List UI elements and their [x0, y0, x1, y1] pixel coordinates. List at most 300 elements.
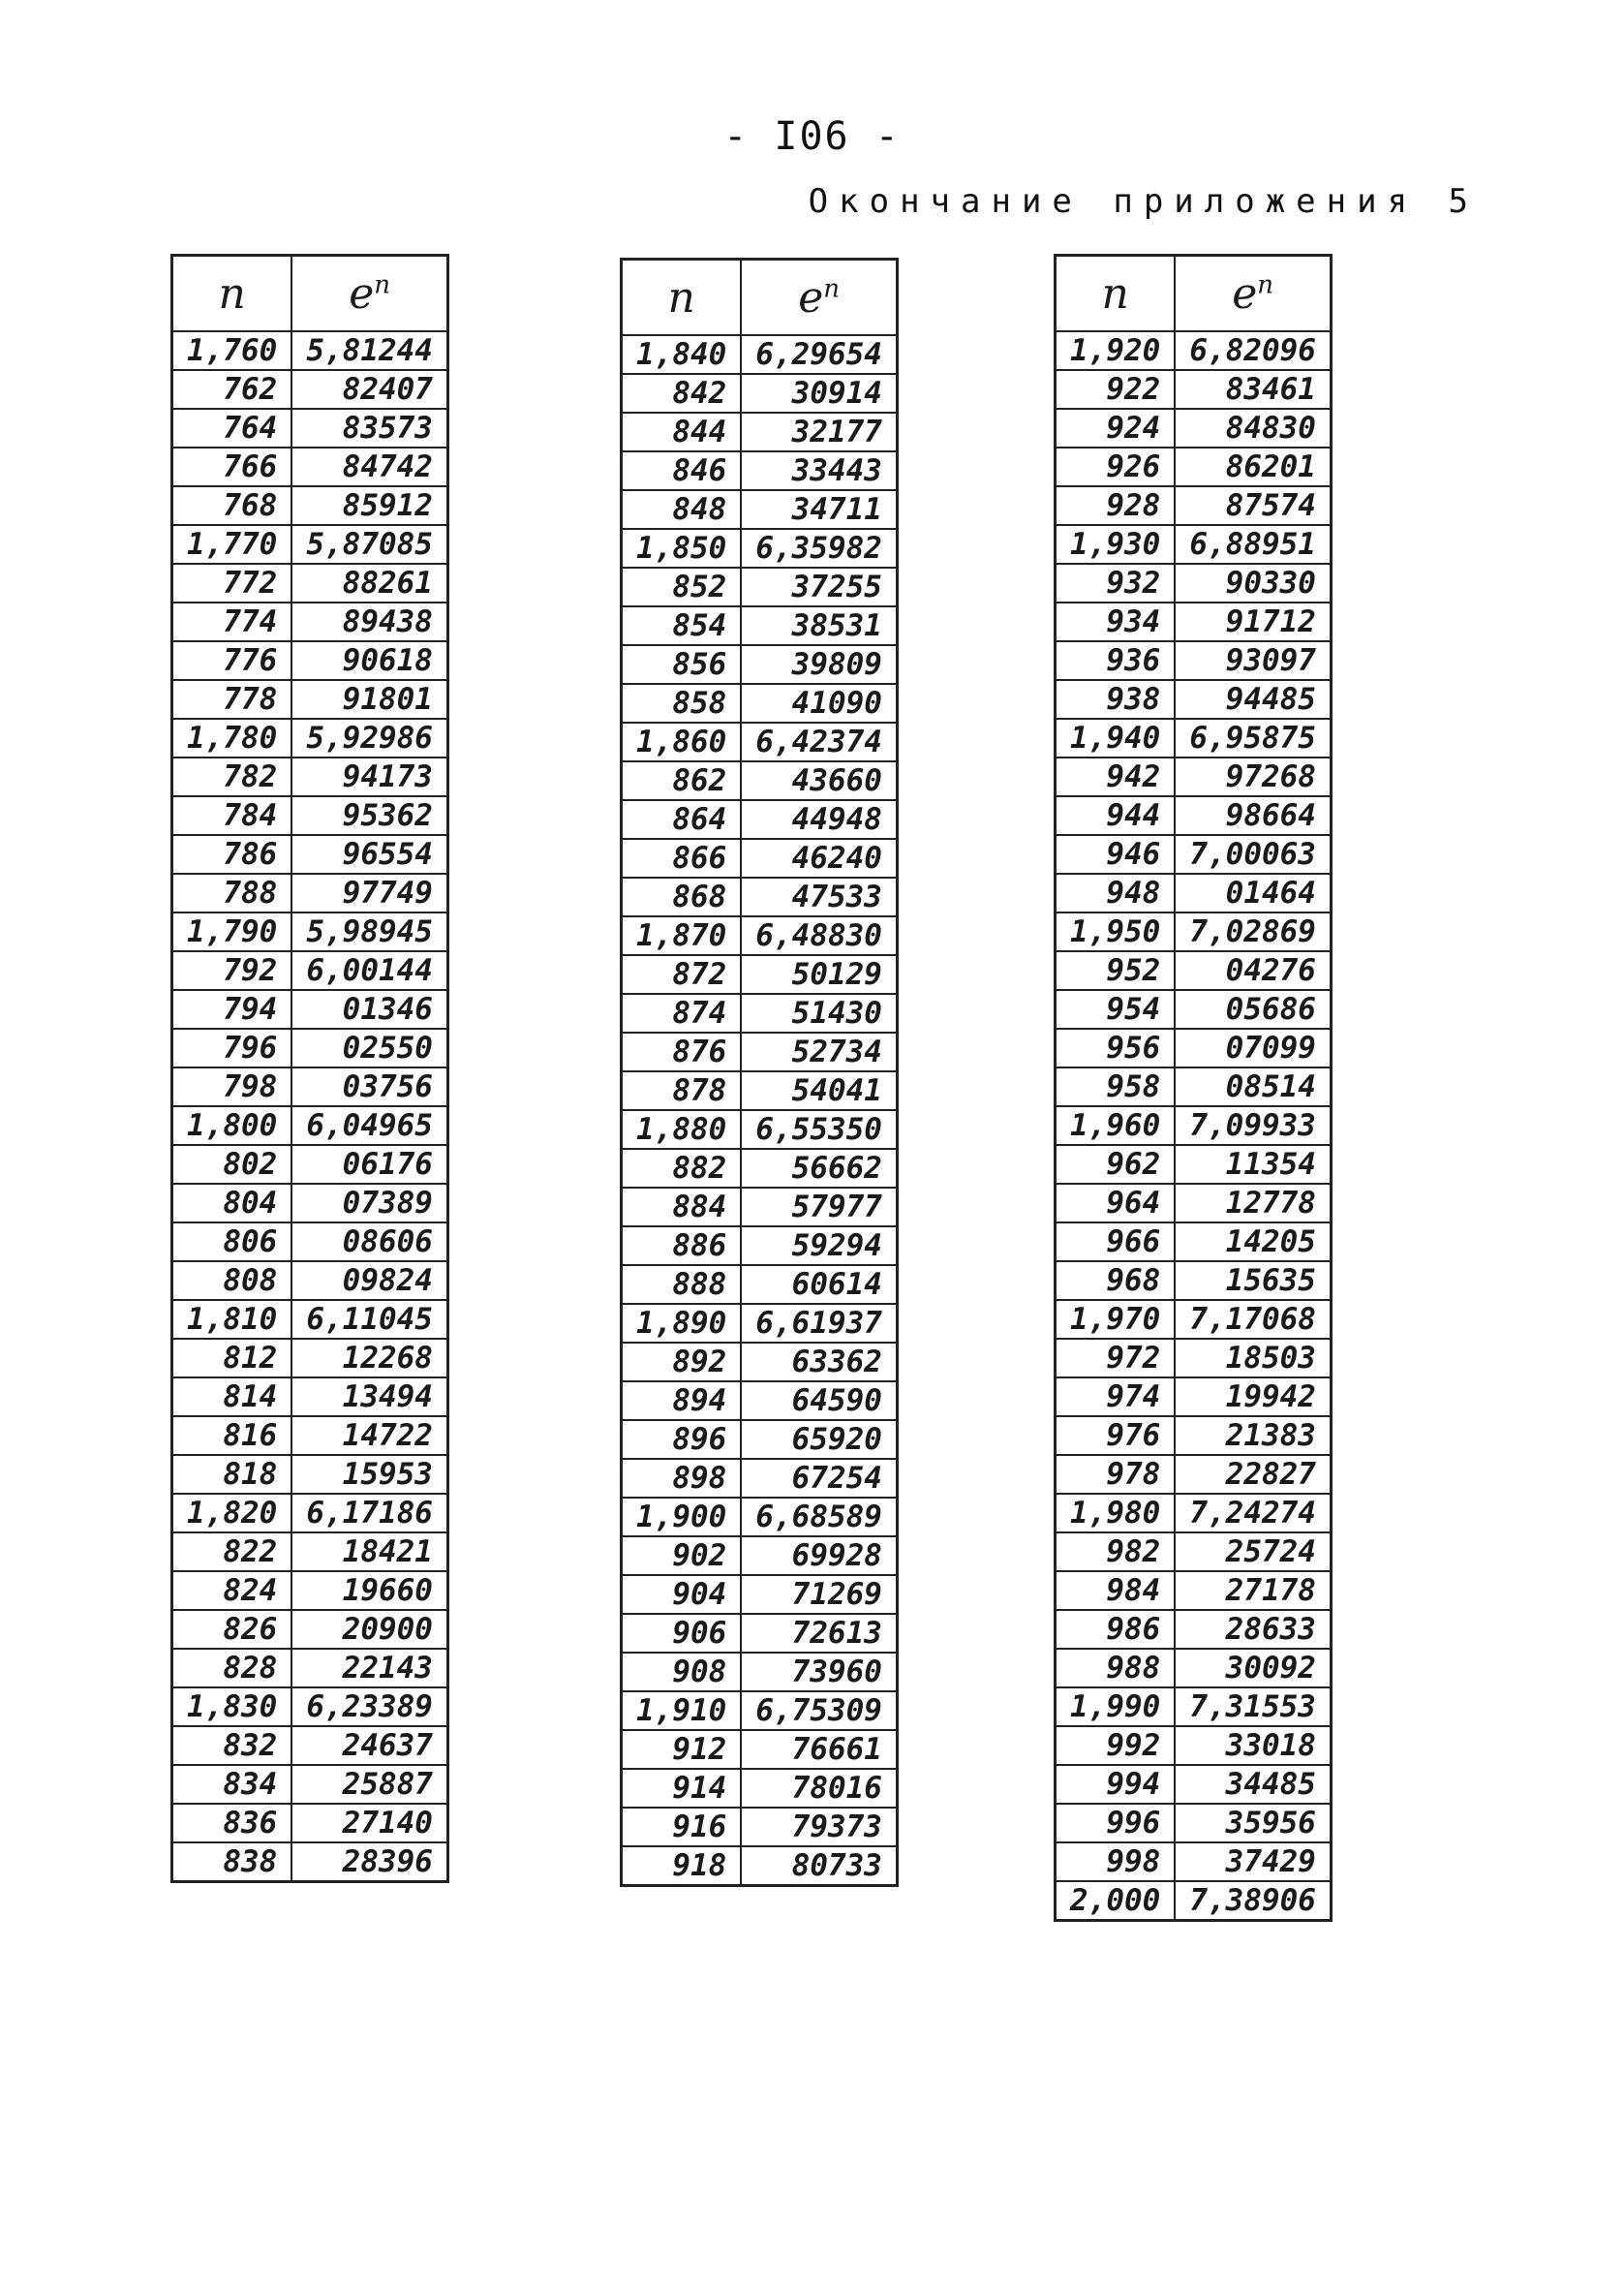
exp-value: 86201 — [1175, 448, 1331, 486]
exp-value: 80733 — [741, 1846, 897, 1886]
n-value: 1,900 — [622, 1498, 742, 1536]
n-value: 1,890 — [622, 1304, 742, 1343]
n-value: 944 — [1056, 796, 1176, 835]
table-row — [1056, 1184, 1332, 1222]
exp-value: 6,42374 — [741, 723, 897, 761]
n-value: 872 — [622, 955, 742, 994]
exp-value: 39809 — [741, 645, 897, 684]
exp-value: 34711 — [741, 490, 897, 529]
table-row — [1056, 409, 1332, 448]
exp-table-2 — [620, 258, 899, 1887]
table-row — [172, 1261, 448, 1300]
n-value: 1,850 — [622, 529, 742, 568]
table-row — [172, 1726, 448, 1765]
table-row — [172, 1765, 448, 1804]
table-row — [1056, 835, 1332, 874]
n-value: 822 — [172, 1532, 292, 1571]
n-value: 952 — [1056, 951, 1176, 990]
n-value: 806 — [172, 1222, 292, 1261]
table-row — [622, 529, 898, 568]
table-row — [1056, 1726, 1332, 1765]
n-value: 954 — [1056, 990, 1176, 1029]
table-row — [1056, 641, 1332, 680]
n-value: 1,830 — [172, 1687, 292, 1726]
exp-value: 01464 — [1175, 874, 1331, 913]
n-value: 774 — [172, 603, 292, 641]
table-row — [622, 645, 898, 684]
n-value: 2,000 — [1056, 1881, 1176, 1921]
n-value: 1,920 — [1056, 331, 1176, 370]
exp-value: 44948 — [741, 800, 897, 839]
n-value: 998 — [1056, 1842, 1176, 1881]
table-row — [622, 1459, 898, 1498]
table-row — [622, 490, 898, 529]
table-row — [172, 1222, 448, 1261]
exp-value: 34485 — [1175, 1765, 1331, 1804]
exp-value: 6,00144 — [291, 951, 447, 990]
exp-value: 78016 — [741, 1769, 897, 1808]
exp-value: 7,31553 — [1175, 1687, 1331, 1726]
exp-value: 04276 — [1175, 951, 1331, 990]
exp-value: 19942 — [1175, 1377, 1331, 1416]
table-row — [172, 835, 448, 874]
n-value: 986 — [1056, 1610, 1176, 1649]
table-row — [622, 1188, 898, 1226]
table-row — [1056, 796, 1332, 835]
table-header-row — [172, 256, 448, 332]
n-value: 1,970 — [1056, 1300, 1176, 1339]
n-value: 892 — [622, 1343, 742, 1381]
table-row — [622, 1304, 898, 1343]
n-value: 932 — [1056, 564, 1176, 603]
n-value: 846 — [622, 451, 742, 490]
exp-header: $e^n$ — [291, 256, 447, 332]
table-row — [172, 1649, 448, 1687]
table-row — [622, 1808, 898, 1846]
n-value: 878 — [622, 1071, 742, 1110]
exp-value: 5,87085 — [291, 525, 447, 564]
n-value: 1,760 — [172, 331, 292, 370]
n-value: 1,840 — [622, 335, 742, 374]
table-row — [172, 1532, 448, 1571]
table-row — [172, 1571, 448, 1610]
table-row — [172, 1687, 448, 1726]
n-value: 982 — [1056, 1532, 1176, 1571]
table-row — [622, 1730, 898, 1769]
n-value: 976 — [1056, 1416, 1176, 1455]
exp-value: 6,17186 — [291, 1494, 447, 1532]
table-row — [622, 1769, 898, 1808]
exp-table-1 — [170, 254, 449, 1883]
exp-value: 24637 — [291, 1726, 447, 1765]
n-value: 834 — [172, 1765, 292, 1804]
table-row — [172, 1416, 448, 1455]
n-value: 966 — [1056, 1222, 1176, 1261]
exp-value: 91712 — [1175, 603, 1331, 641]
n-value: 912 — [622, 1730, 742, 1769]
exp-value: 82407 — [291, 370, 447, 409]
exp-value: 07389 — [291, 1184, 447, 1222]
n-value: 776 — [172, 641, 292, 680]
n-value: 764 — [172, 409, 292, 448]
table-row — [172, 874, 448, 913]
exp-value: 38531 — [741, 606, 897, 645]
table-row — [1056, 564, 1332, 603]
n-value: 922 — [1056, 370, 1176, 409]
exp-value: 21383 — [1175, 1416, 1331, 1455]
table-row — [172, 370, 448, 409]
table-row — [1056, 1222, 1332, 1261]
n-value: 996 — [1056, 1804, 1176, 1842]
n-value: 968 — [1056, 1261, 1176, 1300]
table-row — [622, 1536, 898, 1575]
exp-value: 19660 — [291, 1571, 447, 1610]
exp-value: 33018 — [1175, 1726, 1331, 1765]
n-value: 1,930 — [1056, 525, 1176, 564]
exp-value: 93097 — [1175, 641, 1331, 680]
exp-value: 09824 — [291, 1261, 447, 1300]
exp-value: 59294 — [741, 1226, 897, 1265]
n-value: 788 — [172, 874, 292, 913]
table-header-row — [1056, 256, 1332, 332]
n-value: 844 — [622, 413, 742, 451]
table-row — [1056, 1842, 1332, 1881]
exp-value: 90618 — [291, 641, 447, 680]
n-value: 818 — [172, 1455, 292, 1494]
table-row — [172, 1842, 448, 1882]
table-row — [172, 1029, 448, 1067]
n-value: 782 — [172, 758, 292, 796]
n-value: 886 — [622, 1226, 742, 1265]
table-row — [1056, 1261, 1332, 1300]
exp-value: 32177 — [741, 413, 897, 451]
n-value: 798 — [172, 1067, 292, 1106]
n-value: 858 — [622, 684, 742, 723]
exp-value: 27178 — [1175, 1571, 1331, 1610]
n-value: 1,880 — [622, 1110, 742, 1149]
table-row — [1056, 951, 1332, 990]
exp-value: 15635 — [1175, 1261, 1331, 1300]
n-value: 948 — [1056, 874, 1176, 913]
exp-value: 5,81244 — [291, 331, 447, 370]
exp-value: 97268 — [1175, 758, 1331, 796]
exp-value: 28633 — [1175, 1610, 1331, 1649]
n-header: n — [172, 256, 292, 332]
exp-value: 6,55350 — [741, 1110, 897, 1149]
table-row — [622, 761, 898, 800]
table-header-row — [622, 260, 898, 336]
table-row — [1056, 680, 1332, 719]
n-value: 852 — [622, 568, 742, 606]
n-value: 974 — [1056, 1377, 1176, 1416]
exp-value: 46240 — [741, 839, 897, 878]
n-value: 1,870 — [622, 916, 742, 955]
exp-value: 25887 — [291, 1765, 447, 1804]
table-row — [1056, 1765, 1332, 1804]
n-value: 946 — [1056, 835, 1176, 874]
table-row — [622, 800, 898, 839]
table-row — [1056, 1532, 1332, 1571]
n-value: 832 — [172, 1726, 292, 1765]
table-row — [1056, 1067, 1332, 1106]
exp-table-3 — [1054, 254, 1333, 1922]
exp-value: 84830 — [1175, 409, 1331, 448]
n-value: 816 — [172, 1416, 292, 1455]
exp-value: 11354 — [1175, 1145, 1331, 1184]
exp-value: 30092 — [1175, 1649, 1331, 1687]
table-row — [622, 1653, 898, 1691]
n-value: 928 — [1056, 486, 1176, 525]
table-row — [172, 758, 448, 796]
table-row — [172, 1067, 448, 1106]
table-row — [622, 878, 898, 916]
table-row — [172, 331, 448, 370]
table-row — [172, 680, 448, 719]
exp-value: 95362 — [291, 796, 447, 835]
table-row — [172, 1145, 448, 1184]
appendix-title: Окончание приложения 5 — [808, 182, 1479, 221]
table-row — [622, 684, 898, 723]
n-value: 934 — [1056, 603, 1176, 641]
table-row — [172, 1184, 448, 1222]
exp-value: 6,29654 — [741, 335, 897, 374]
n-value: 802 — [172, 1145, 292, 1184]
exp-header: $e^n$ — [1175, 256, 1331, 332]
n-value: 1,990 — [1056, 1687, 1176, 1726]
n-value: 902 — [622, 1536, 742, 1575]
table-row — [1056, 1571, 1332, 1610]
exp-value: 87574 — [1175, 486, 1331, 525]
exp-value: 6,68589 — [741, 1498, 897, 1536]
n-value: 1,820 — [172, 1494, 292, 1532]
n-value: 1,790 — [172, 913, 292, 951]
n-value: 778 — [172, 680, 292, 719]
n-value: 978 — [1056, 1455, 1176, 1494]
table-row — [622, 413, 898, 451]
exp-value: 5,92986 — [291, 719, 447, 758]
exp-value: 37255 — [741, 568, 897, 606]
exp-value: 22143 — [291, 1649, 447, 1687]
exp-value: 6,88951 — [1175, 525, 1331, 564]
table-row — [172, 1804, 448, 1842]
table-row — [622, 1110, 898, 1149]
table-row — [1056, 448, 1332, 486]
table-row — [1056, 1494, 1332, 1532]
table-row — [1056, 1881, 1332, 1921]
table-row — [622, 568, 898, 606]
exp-value: 27140 — [291, 1804, 447, 1842]
n-value: 808 — [172, 1261, 292, 1300]
exp-value: 03756 — [291, 1067, 447, 1106]
n-value: 792 — [172, 951, 292, 990]
table-row — [172, 1300, 448, 1339]
exp-value: 14205 — [1175, 1222, 1331, 1261]
table-row — [622, 374, 898, 413]
n-value: 794 — [172, 990, 292, 1029]
exp-value: 6,35982 — [741, 529, 897, 568]
exp-value: 51430 — [741, 994, 897, 1033]
table-row — [622, 451, 898, 490]
table-row — [1056, 1300, 1332, 1339]
n-value: 1,860 — [622, 723, 742, 761]
table-row — [622, 1575, 898, 1614]
n-value: 926 — [1056, 448, 1176, 486]
table-row — [622, 1033, 898, 1071]
exp-value: 64590 — [741, 1381, 897, 1420]
exp-value: 6,11045 — [291, 1300, 447, 1339]
table-row — [172, 1610, 448, 1649]
table-row — [1056, 370, 1332, 409]
exp-value: 56662 — [741, 1149, 897, 1188]
exp-value: 6,04965 — [291, 1106, 447, 1145]
table-row — [622, 1149, 898, 1188]
n-value: 916 — [622, 1808, 742, 1846]
n-value: 918 — [622, 1846, 742, 1886]
table-row — [1056, 758, 1332, 796]
table-row — [622, 606, 898, 645]
exp-value: 98664 — [1175, 796, 1331, 835]
table-row — [172, 564, 448, 603]
exp-value: 35956 — [1175, 1804, 1331, 1842]
table-row — [172, 525, 448, 564]
table-row — [622, 955, 898, 994]
exp-value: 94485 — [1175, 680, 1331, 719]
exp-value: 20900 — [291, 1610, 447, 1649]
n-value: 864 — [622, 800, 742, 839]
n-value: 842 — [622, 374, 742, 413]
exp-value: 97749 — [291, 874, 447, 913]
n-value: 994 — [1056, 1765, 1176, 1804]
table-row — [1056, 1687, 1332, 1726]
exp-value: 6,61937 — [741, 1304, 897, 1343]
table-row — [172, 1494, 448, 1532]
table-row — [1056, 1106, 1332, 1145]
exp-value: 7,09933 — [1175, 1106, 1331, 1145]
table-row — [172, 603, 448, 641]
n-value: 866 — [622, 839, 742, 878]
n-value: 964 — [1056, 1184, 1176, 1222]
n-value: 762 — [172, 370, 292, 409]
table-row — [1056, 525, 1332, 564]
exp-value: 05686 — [1175, 990, 1331, 1029]
exp-value: 88261 — [291, 564, 447, 603]
n-value: 848 — [622, 490, 742, 529]
n-value: 824 — [172, 1571, 292, 1610]
exp-value: 33443 — [741, 451, 897, 490]
table-row — [622, 335, 898, 374]
exp-value: 12778 — [1175, 1184, 1331, 1222]
table-row — [622, 1691, 898, 1730]
n-value: 888 — [622, 1265, 742, 1304]
n-value: 796 — [172, 1029, 292, 1067]
n-value: 772 — [172, 564, 292, 603]
exp-value: 65920 — [741, 1420, 897, 1459]
n-value: 992 — [1056, 1726, 1176, 1765]
n-value: 906 — [622, 1614, 742, 1653]
exp-value: 30914 — [741, 374, 897, 413]
table-row — [1056, 1377, 1332, 1416]
n-value: 1,800 — [172, 1106, 292, 1145]
exp-value: 37429 — [1175, 1842, 1331, 1881]
exp-value: 52734 — [741, 1033, 897, 1071]
n-value: 828 — [172, 1649, 292, 1687]
table-row — [1056, 331, 1332, 370]
exp-value: 60614 — [741, 1265, 897, 1304]
exp-value: 73960 — [741, 1653, 897, 1691]
table-row — [172, 1377, 448, 1416]
n-value: 938 — [1056, 680, 1176, 719]
exp-value: 12268 — [291, 1339, 447, 1377]
exp-value: 50129 — [741, 955, 897, 994]
exp-value: 47533 — [741, 878, 897, 916]
exp-header: $e^n$ — [741, 260, 897, 336]
table-row — [622, 1420, 898, 1459]
table-row — [1056, 913, 1332, 951]
n-value: 786 — [172, 835, 292, 874]
n-value: 862 — [622, 761, 742, 800]
table-row — [622, 1498, 898, 1536]
n-value: 962 — [1056, 1145, 1176, 1184]
exp-value: 08514 — [1175, 1067, 1331, 1106]
exp-value: 6,75309 — [741, 1691, 897, 1730]
table-row — [622, 994, 898, 1033]
table-row — [622, 1265, 898, 1304]
n-value: 1,980 — [1056, 1494, 1176, 1532]
n-value: 854 — [622, 606, 742, 645]
n-value: 836 — [172, 1804, 292, 1842]
n-value: 942 — [1056, 758, 1176, 796]
n-value: 936 — [1056, 641, 1176, 680]
exp-value: 90330 — [1175, 564, 1331, 603]
n-value: 1,910 — [622, 1691, 742, 1730]
table-row — [622, 1226, 898, 1265]
exp-value: 94173 — [291, 758, 447, 796]
n-value: 924 — [1056, 409, 1176, 448]
exp-value: 71269 — [741, 1575, 897, 1614]
table-row — [172, 796, 448, 835]
n-value: 988 — [1056, 1649, 1176, 1687]
table-row — [1056, 603, 1332, 641]
exp-value: 28396 — [291, 1842, 447, 1882]
n-value: 826 — [172, 1610, 292, 1649]
exp-value: 08606 — [291, 1222, 447, 1261]
exp-value: 6,95875 — [1175, 719, 1331, 758]
exp-value: 7,38906 — [1175, 1881, 1331, 1921]
table-row — [1056, 1339, 1332, 1377]
n-value: 894 — [622, 1381, 742, 1420]
n-header: n — [1056, 256, 1176, 332]
exp-value: 91801 — [291, 680, 447, 719]
table-row — [622, 1381, 898, 1420]
exp-value: 76661 — [741, 1730, 897, 1769]
exp-value: 79373 — [741, 1808, 897, 1846]
table-row — [172, 913, 448, 951]
n-value: 838 — [172, 1842, 292, 1882]
table-row — [172, 486, 448, 525]
table-row — [1056, 1416, 1332, 1455]
exp-value: 07099 — [1175, 1029, 1331, 1067]
exp-value: 41090 — [741, 684, 897, 723]
n-value: 882 — [622, 1149, 742, 1188]
exp-value: 84742 — [291, 448, 447, 486]
n-value: 972 — [1056, 1339, 1176, 1377]
n-value: 874 — [622, 994, 742, 1033]
exp-value: 06176 — [291, 1145, 447, 1184]
n-value: 868 — [622, 878, 742, 916]
table-row — [1056, 1649, 1332, 1687]
exp-value: 01346 — [291, 990, 447, 1029]
table-row — [1056, 719, 1332, 758]
